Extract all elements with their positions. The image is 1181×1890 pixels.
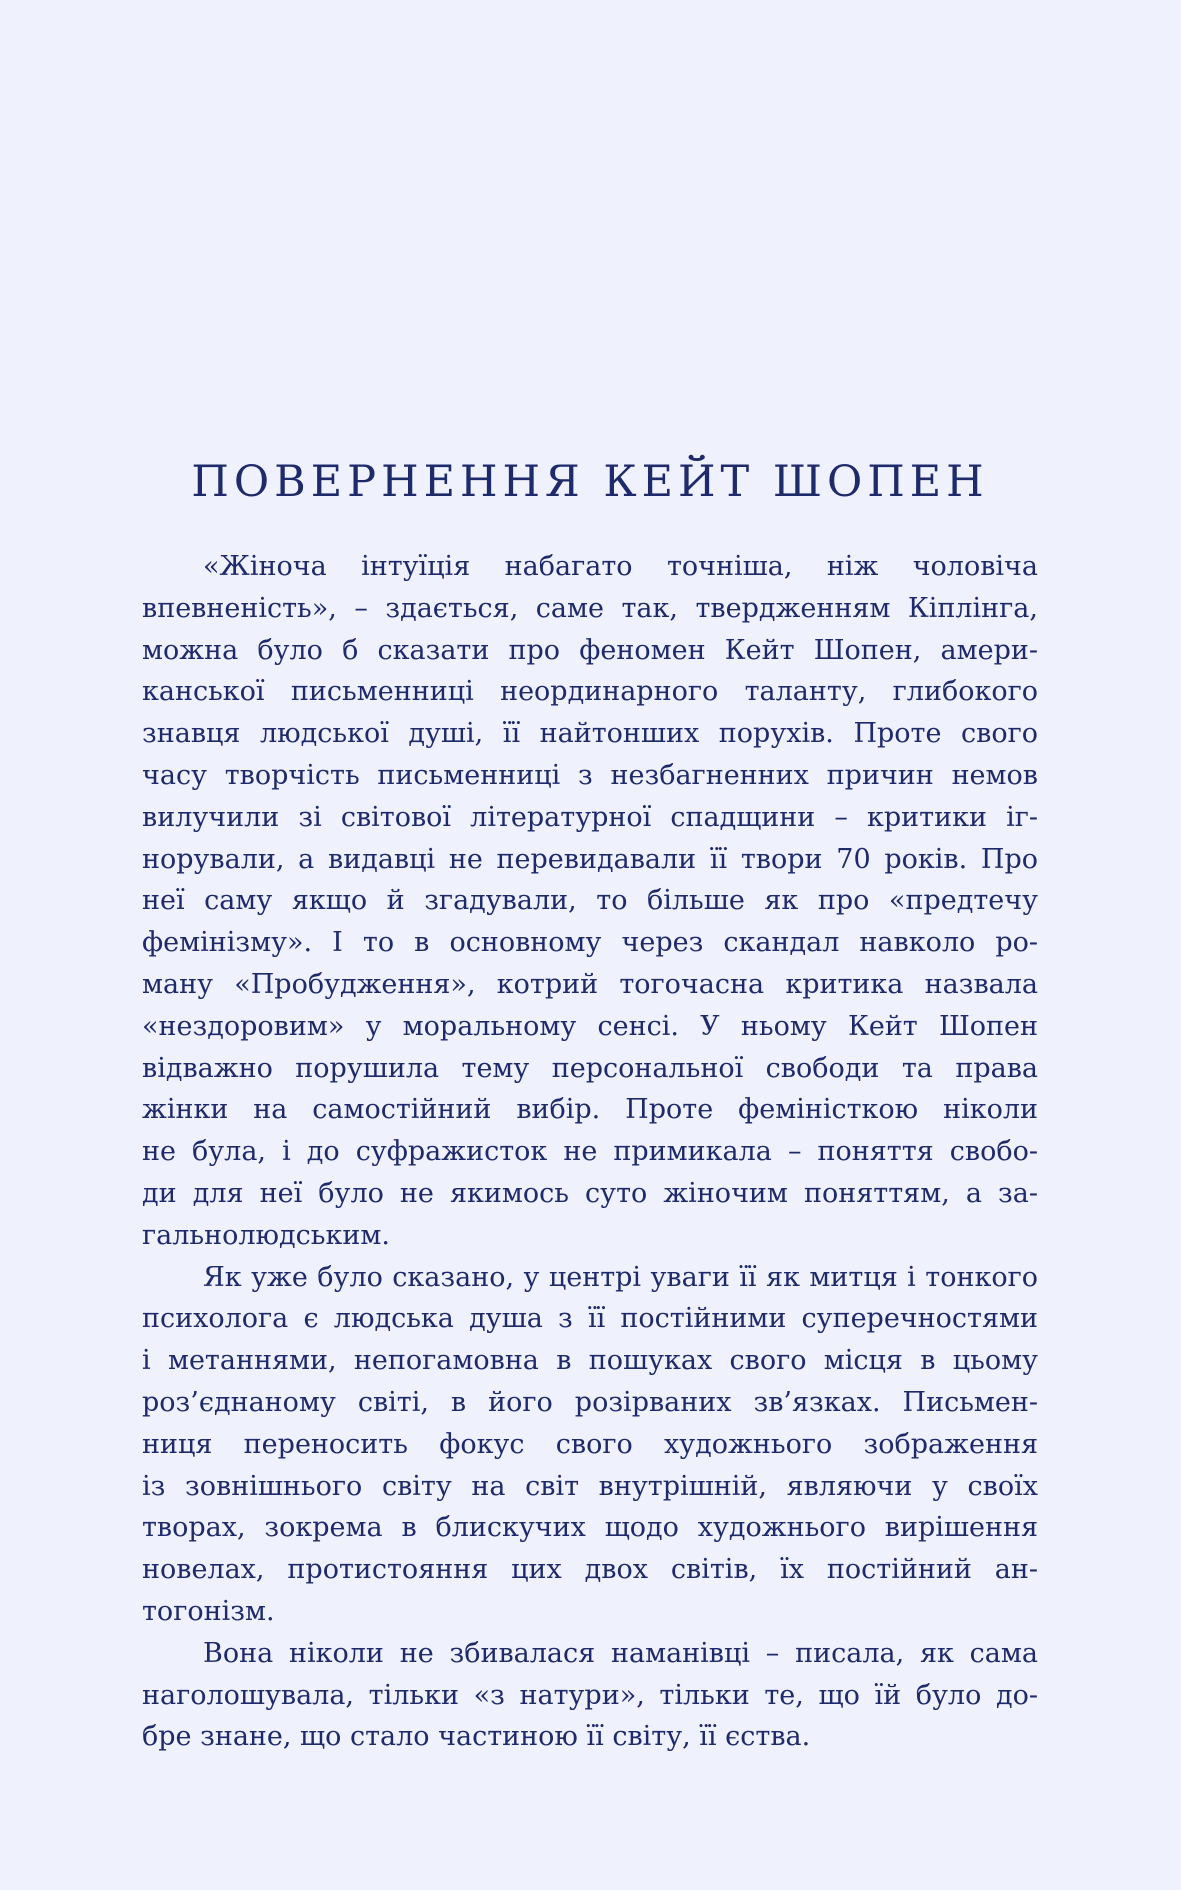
text-line: психолога є людська душа з її постійними суперечностями [142,1303,1038,1335]
paragraph [142,1257,1038,1633]
text-line: ману «Пробудження», котрий тогочасна критика назвала [142,968,1038,1000]
text-line: відважно порушила тему персональної свободи та права [142,1052,1038,1084]
text-line: новелах, протистояння цих двох світів, їх постійний ан- [142,1554,1038,1586]
body-text [142,546,1038,1758]
paragraph [142,546,1038,1257]
text-line: Вона ніколи не збивалася наманівці – писала, як сама [203,1637,1038,1669]
text-line: неї саму якщо й згадували, то більше як про «предтечу [142,885,1038,917]
text-line: із зовнішнього світу на світ внутрішній, являючи у своїх [142,1470,1038,1502]
text-line: не була, і до суфражисток не примикала – поняття свобо- [142,1136,1038,1168]
text-line: роз’єднаному світі, в його розірваних зв’язках. Письмен- [142,1386,1038,1418]
text-line: творах, зокрема в блискучих щодо художнього вирішення [142,1512,1038,1544]
text-line: «Жіноча інтуїція набагато точніша, ніж чоловіча [203,551,1038,582]
text-line: тогонізм. [142,1595,275,1627]
text-line: можна було б сказати про феномен Кейт Шопен, амери- [142,634,1038,666]
text-line: норували, а видавці не перевидавали її твори 70 років. Про [142,843,1038,875]
text-line: бре знане, що стало частиною її світу, її єства. [142,1721,811,1753]
text-line: «нездоровим» у моральному сенсі. У ньому Кейт Шопен [142,1010,1038,1042]
paragraph [142,1633,1038,1758]
text-line: ниця переносить фокус свого художнього зображення [142,1428,1038,1460]
text-line: фемінізму». І то в основному через скандал навколо ро- [142,927,1038,959]
text-line: часу творчість письменниці з незбагненних причин немов [142,759,1038,791]
text-line: жінки на самостійний вибір. Проте феміністкою ніколи [142,1094,1038,1126]
text-line: і метаннями, непогамовна в пошуках свого місця в цьому [142,1345,1038,1377]
text-line: канської письменниці неординарного таланту, глибокого [142,676,1038,708]
text-line: вилучили зі світової літературної спадщини – критики іг- [142,801,1038,833]
text-line: гальнолюдським. [142,1219,390,1251]
text-line: ди для неї було не якимось суто жіночим поняттям, а за- [142,1177,1038,1209]
text-line: Як уже було сказано, у центрі уваги її як митця і тонкого [203,1261,1038,1293]
text-line: впевненість», – здається, саме так, твердженням Кіплінга, [142,592,1038,624]
text-line: знавця людської душі, її найтонших порухів. Проте свого [142,718,1038,750]
chapter-title: ПОВЕРНЕННЯ КЕЙТ ШОПЕН [191,457,989,507]
text-line: наголошувала, тільки «з натури», тільки те, що їй було до- [142,1679,1038,1711]
